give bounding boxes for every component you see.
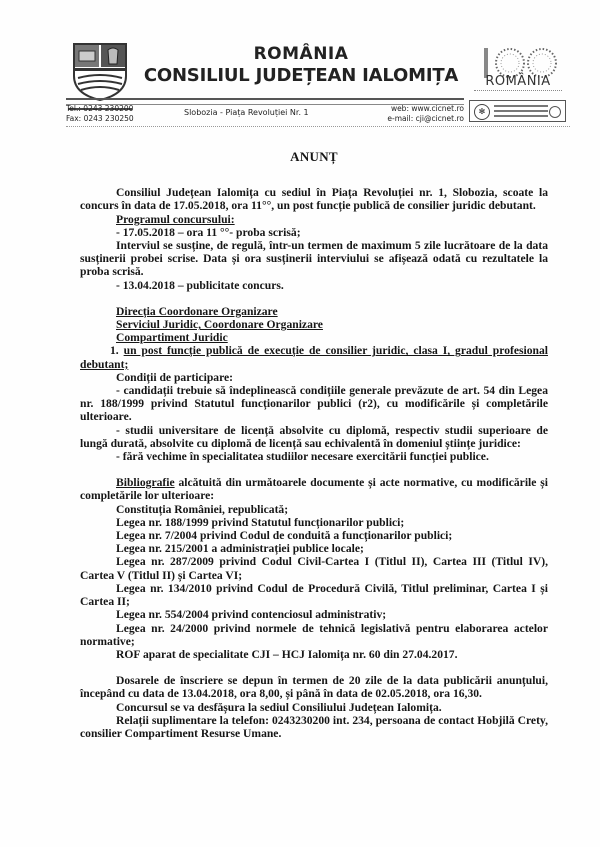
contact-web-block bbox=[351, 104, 464, 124]
website: web: www.cicnet.ro bbox=[390, 104, 464, 113]
department-compartment: Compartiment Juridic bbox=[116, 331, 228, 345]
letterhead-title bbox=[136, 44, 466, 88]
condition-item: - studii universitare de licență absolvite cu diplomă, respectiv studii superioare de lungă durată, absolvite cu diplomă de licență sau echivalentă în domeniul științe juridice: bbox=[80, 423, 548, 450]
document-title: ANUNȚ bbox=[290, 149, 338, 164]
county-coat-of-arms-icon bbox=[72, 42, 128, 102]
bibliography-label: Bibliografie bbox=[116, 476, 175, 490]
closing-paragraph: Concursul se va desfășura la sediul Consiliului Județean Ialomița. bbox=[116, 700, 442, 714]
bibliography-item: Legea nr. 134/2010 privind Codul de Procedură Civilă, Titlul preliminar, Cartea I și Cartea II; bbox=[80, 581, 548, 609]
conditions-heading: Condiții de participare: bbox=[116, 370, 234, 384]
header-bottom-divider bbox=[66, 126, 570, 128]
bibliography-intro-text: alcătuită din următoarele documente și acte normative, cu modificările și completările lor ulterioare: bbox=[80, 476, 548, 503]
intro-paragraph: Consiliul Județean Ialomița cu sediul în Piața Revoluției nr. 1, Slobozia, scoate la concurs în data de 17.05.2018, ora 11°°, un post funcție publică de consilier juridic debutant. bbox=[80, 186, 548, 213]
bibliography-item: Legea nr. 7/2004 privind Codul de conduită a funcționarilor publici; bbox=[116, 529, 453, 543]
bibliography-item: Constituția României, republicată; bbox=[116, 502, 289, 516]
letterhead bbox=[66, 38, 570, 128]
institution-name: CONSILIUL JUDEȚEAN IALOMIȚA bbox=[143, 65, 459, 86]
spacer bbox=[80, 463, 548, 476]
bibliography-item: Legea nr. 554/2004 privind contenciosul administrativ; bbox=[116, 608, 387, 622]
certification-seal-icon: ✻ bbox=[474, 104, 490, 120]
spacer bbox=[80, 661, 548, 674]
condition-item: - fără vechime în specialitatea studiilor necesare exercitării funcției publice. bbox=[116, 450, 489, 464]
position-description: un post funcție publică de execuție de consilier juridic, clasa I, gradul profesional debutant; bbox=[80, 344, 548, 371]
centenary-logo-subtitle bbox=[474, 90, 562, 93]
department-line bbox=[80, 305, 548, 318]
country-name: ROMÂNIA bbox=[253, 44, 349, 64]
department-directorate: Direcția Coordonare Organizare bbox=[116, 304, 278, 318]
spacer bbox=[80, 292, 548, 305]
certification-text-lines bbox=[494, 105, 548, 120]
centenary-logo-text: ROMÂNIA bbox=[485, 74, 551, 89]
bibliography-item: Legea nr. 24/2000 privind normele de tehnică legislativă pentru elaborarea actelor normative; bbox=[80, 621, 548, 648]
fax-number: Fax: 0243 230250 bbox=[66, 114, 134, 123]
contact-phone-block bbox=[66, 104, 134, 124]
program-item: Interviul se susține, de regulă, într-un termen de maximum 5 zile lucrătoare de la data susținerii probei scrise. Data și ora susținerii interviului se afișează odată cu rezultatele la proba scrisă. bbox=[80, 239, 548, 279]
announcement-body bbox=[80, 150, 548, 740]
closing-paragraph: Relații suplimentare la telefon: 0243230200 int. 234, persoana de contact Hobjilă Crety, consilier Compartiment Resurse Umane. bbox=[80, 713, 548, 740]
program-item: - 17.05.2018 – ora 11 °°- proba scrisă; bbox=[116, 225, 301, 239]
phone-number: Tel.: 0243 230200 bbox=[66, 104, 134, 113]
program-item: - 13.04.2018 – publicitate concurs. bbox=[116, 278, 284, 292]
program-heading bbox=[80, 213, 548, 226]
closing-paragraph: Dosarele de înscriere se depun în termen de 20 zile de la data publicării anunțului, începând cu data de 13.04.2018, ora 8,00, și până în data de 02.05.2018, ora 16,30. bbox=[80, 674, 548, 701]
department-line bbox=[80, 331, 548, 344]
program-heading-text: Programul concursului: bbox=[116, 212, 235, 226]
bibliography-item: Legea nr. 215/2001 a administrației publice locale; bbox=[116, 542, 364, 556]
address: Slobozia - Piața Revoluției Nr. 1 bbox=[184, 108, 309, 117]
quality-certification-badge-icon bbox=[469, 100, 566, 122]
certification-mark-icon bbox=[549, 106, 561, 118]
bibliography-item: Legea nr. 188/1999 privind Statutul funcționarilor publici; bbox=[116, 515, 405, 529]
department-line bbox=[80, 318, 548, 331]
email: e-mail: cji@cicnet.ro bbox=[387, 114, 464, 123]
position-line bbox=[80, 344, 548, 370]
bibliography-item: ROF aparat de specialitate CJI – HCJ Ialomița nr. 60 din 27.04.2017. bbox=[116, 647, 458, 661]
condition-item: - candidații trebuie să îndeplinească condițiile generale prevăzute de art. 54 din Legea nr. 188/1999 privind Statutul funcționarilor publici (r2), cu modificările și completările ulterioare. bbox=[80, 384, 548, 424]
position-number: 1. bbox=[110, 344, 119, 358]
department-service: Serviciul Juridic, Coordonare Organizare bbox=[116, 318, 323, 332]
bibliography-intro bbox=[80, 476, 548, 502]
bibliography-item: Legea nr. 287/2009 privind Codul Civil-Cartea I (Titlul II), Cartea III (Titlul IV), Cartea V (Titlul II) și Cartea VI; bbox=[80, 555, 548, 582]
